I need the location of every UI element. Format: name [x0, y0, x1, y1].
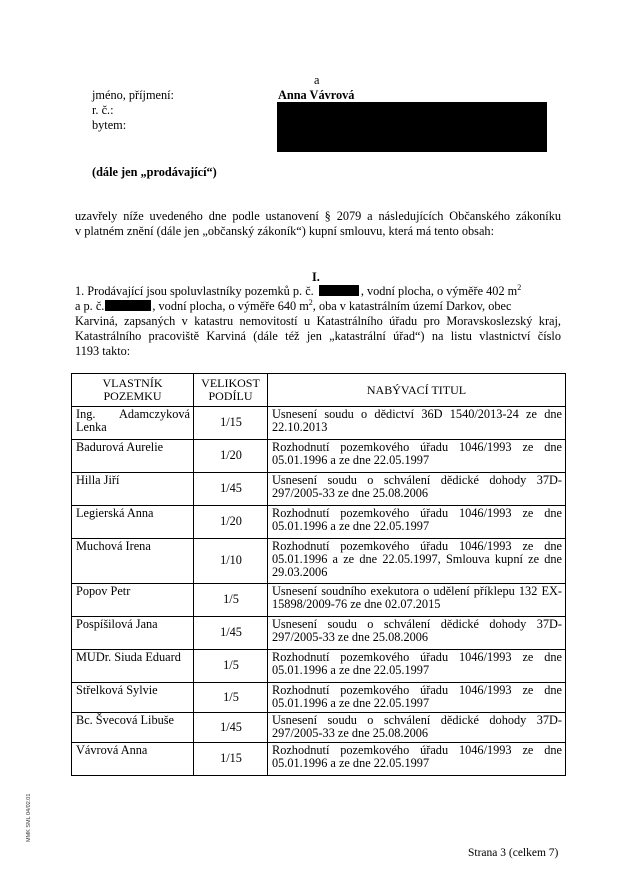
header-owner [72, 374, 194, 407]
section-line-2-start: a p. č. [75, 299, 105, 313]
table-row [72, 473, 566, 506]
section-line-1 [75, 284, 561, 299]
table-row [72, 584, 566, 617]
title-cell: Usnesení soudu o schválení dědické dohody 37D-297/2005-33 ze dne 25.08.2006 [268, 617, 566, 650]
owner-cell: Vávrová Anna [72, 743, 194, 776]
section-line-2 [75, 299, 561, 314]
superscript-1: 2 [517, 282, 522, 292]
share-cell: 1/20 [194, 506, 268, 539]
title-cell: Usnesení soudu o schválení dědické dohody 37D-297/2005-33 ze dne 25.08.2006 [268, 713, 566, 743]
title-cell: Rozhodnutí pozemkového úřadu 1046/1993 ze dne 05.01.1996 a ze dne 22.05.1997 [268, 743, 566, 776]
section-line-4: Katastrálního pracoviště Karviná (dále též jen „katastrální úřad“) na listu vlastnictví číslo [75, 329, 561, 343]
table-row [72, 407, 566, 440]
share-cell: 1/5 [194, 584, 268, 617]
superscript-2: 2 [308, 297, 313, 307]
owner-cell: MUDr. Siuda Eduard [72, 650, 194, 683]
owner-cell: Popov Petr [72, 584, 194, 617]
table-row [72, 539, 566, 584]
side-form-code: MMK SML 04/02.01 [26, 793, 32, 842]
ownership-table [71, 373, 566, 776]
section-line-3: Karviná, zapsaných v katastru nemovitostí u Katastrálního úřadu pro Moravskoslezský kraj, [75, 314, 561, 328]
share-cell: 1/45 [194, 713, 268, 743]
title-cell: Usnesení soudního exekutora o udělení příklepu 132 EX-15898/2009-76 ze dne 02.07.2015 [268, 584, 566, 617]
owner-cell: Střelková Sylvie [72, 683, 194, 713]
section-line-2-end: , oba v katastrálním území Darkov, obec [312, 299, 512, 313]
section-line-1-start: 1. Prodávající jsou spoluvlastníky pozemků p. č. [75, 284, 314, 298]
table-row [72, 713, 566, 743]
title-cell: Usnesení soudu o schválení dědické dohody 37D-297/2005-33 ze dne 25.08.2006 [268, 473, 566, 506]
title-cell: Usnesení soudu o dědictví 36D 1540/2013-24 ze dne 22.10.2013 [268, 407, 566, 440]
redaction-parcel-1 [319, 285, 359, 296]
redaction-personal-data [277, 102, 547, 152]
table-header-row [72, 374, 566, 407]
share-cell: 1/15 [194, 743, 268, 776]
header-owner-line-2: POZEMKU [103, 389, 162, 403]
table-row [72, 650, 566, 683]
table-row [72, 506, 566, 539]
share-cell: 1/5 [194, 650, 268, 683]
header-title: NABÝVACÍ TITUL [268, 374, 566, 407]
table-row [72, 440, 566, 473]
header-share [194, 374, 268, 407]
share-cell: 1/45 [194, 617, 268, 650]
title-cell: Rozhodnutí pozemkového úřadu 1046/1993 ze dne 05.01.1996 a ze dne 22.05.1997 [268, 650, 566, 683]
owner-cell: Badurová Aurelie [72, 440, 194, 473]
owner-cell: Ing. Adamczyková Lenka [72, 407, 194, 440]
title-cell: Rozhodnutí pozemkového úřadu 1046/1993 ze dne 05.01.1996 a ze dne 22.05.1997 [268, 683, 566, 713]
header-share-line-2: PODÍLU [208, 389, 253, 403]
header-owner-line-1: VLASTNÍK [102, 376, 163, 390]
owner-cell: Pospíšilová Jana [72, 617, 194, 650]
section-line-2-middle: , vodní plocha, o výměře 640 m [152, 299, 309, 313]
owner-cell: Bc. Švecová Libuše [72, 713, 194, 743]
conjunction: a [314, 73, 320, 87]
intro-line-2: v platném znění (dále jen „občanský zákoník“) kupní smlouvu, která má tento obsah: [75, 224, 494, 238]
section-heading: I. [312, 270, 320, 284]
share-cell: 1/10 [194, 539, 268, 584]
table-row [72, 683, 566, 713]
owner-cell: Legierská Anna [72, 506, 194, 539]
label-birth-number: r. č.: [92, 103, 114, 117]
title-cell: Rozhodnutí pozemkového úřadu 1046/1993 ze dne 05.01.1996 a ze dne 22.05.1997, Smlouva kupní ze dne 29.03.2006 [268, 539, 566, 584]
redaction-parcel-2 [105, 300, 151, 311]
header-share-line-1: VELIKOST [201, 376, 260, 390]
seller-alias: (dále jen „prodávající“) [92, 165, 217, 179]
owner-cell: Hilla Jiří [72, 473, 194, 506]
section-line-1-end: , vodní plocha, o výměře 402 m [360, 284, 518, 298]
title-cell: Rozhodnutí pozemkového úřadu 1046/1993 ze dne 05.01.1996 a ze dne 22.05.1997 [268, 440, 566, 473]
share-cell: 1/45 [194, 473, 268, 506]
share-cell: 1/20 [194, 440, 268, 473]
page-number: Strana 3 (celkem 7) [468, 847, 559, 859]
table-row [72, 617, 566, 650]
table-row [72, 743, 566, 776]
label-name: jméno, příjmení: [92, 88, 174, 102]
owner-cell: Muchová Irena [72, 539, 194, 584]
seller-name: Anna Vávrová [278, 88, 355, 102]
share-cell: 1/15 [194, 407, 268, 440]
intro-line-1: uzavřely níže uvedeného dne podle ustanovení § 2079 a následujících Občanského zákoníku [75, 209, 561, 223]
section-line-5: 1193 takto: [75, 344, 131, 358]
title-cell: Rozhodnutí pozemkového úřadu 1046/1993 ze dne 05.01.1996 a ze dne 22.05.1997 [268, 506, 566, 539]
label-address: bytem: [92, 118, 127, 132]
share-cell: 1/5 [194, 683, 268, 713]
